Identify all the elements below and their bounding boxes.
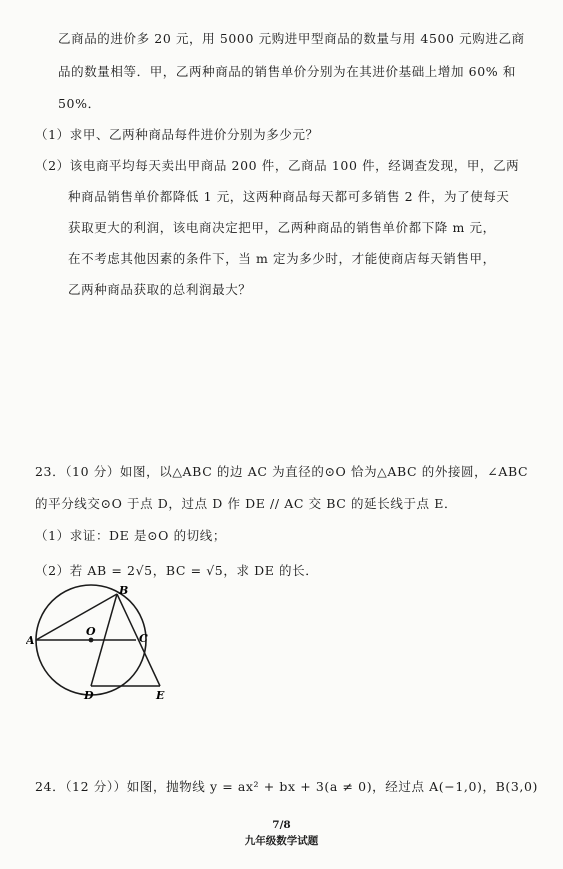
label-a: A: [26, 634, 35, 647]
q22-part-2-line-4: 在不考虑其他因素的条件下，当 m 定为多少时，才能使商店每天销售甲，: [68, 251, 496, 266]
label-b: B: [119, 584, 129, 597]
q22-line-1: 乙商品的进价多 20 元，用 5000 元购进甲型商品的数量与用 4500 元购进乙商: [58, 31, 525, 46]
q23-geometry-figure: [26, 584, 176, 704]
q22-part-2-line-2: 种商品销售单价都降低 1 元，这两种商品每天都可多销售 2 件，为了使每天: [68, 189, 510, 204]
q22-part-2-line-5: 乙两种商品获取的总利润最大？: [68, 282, 252, 297]
q23-part-1: （1）求证：DE 是⊙O 的切线；: [35, 528, 226, 543]
q22-part-1: （1）求甲、乙两种商品每件进价分别为多少元？: [35, 127, 319, 142]
q23-line-2: 的平分线交⊙O 于点 D，过点 D 作 DE // AC 交 BC 的延长线于点 E．: [35, 496, 458, 511]
exam-title: 九年级数学试题: [244, 835, 319, 847]
q22-line-3: 50%．: [58, 96, 101, 111]
q24-line-1: 24．（12 分））如图，抛物线 y = ax² + bx + 3(a ≠ 0)，经过点 A(−1,0)，B(3,0): [35, 779, 539, 794]
q23-line-1: 23．（10 分）如图，以△ABC 的边 AC 为直径的⊙O 恰为△ABC 的外接圆，∠ABC: [35, 464, 529, 479]
label-c: C: [139, 632, 148, 645]
q23-part-2: （2）若 AB = 2√5，BC = √5，求 DE 的长．: [35, 563, 319, 578]
label-d: D: [84, 689, 94, 702]
center-point-o: [89, 638, 94, 643]
q22-part-2-line-1: （2）该电商平均每天卖出甲商品 200 件，乙商品 100 件，经调查发现，甲，乙两: [35, 158, 520, 173]
q22-part-2-line-3: 获取更大的利润，该电商决定把甲，乙两种商品的销售单价都下降 m 元，: [68, 220, 496, 235]
label-o: O: [86, 625, 96, 638]
q22-line-2: 品的数量相等．甲，乙两种商品的销售单价分别为在其进价基础上增加 60% 和: [58, 64, 516, 79]
page-number: 7/8: [272, 819, 291, 831]
segment-ab: [36, 594, 117, 640]
label-e: E: [156, 689, 165, 702]
